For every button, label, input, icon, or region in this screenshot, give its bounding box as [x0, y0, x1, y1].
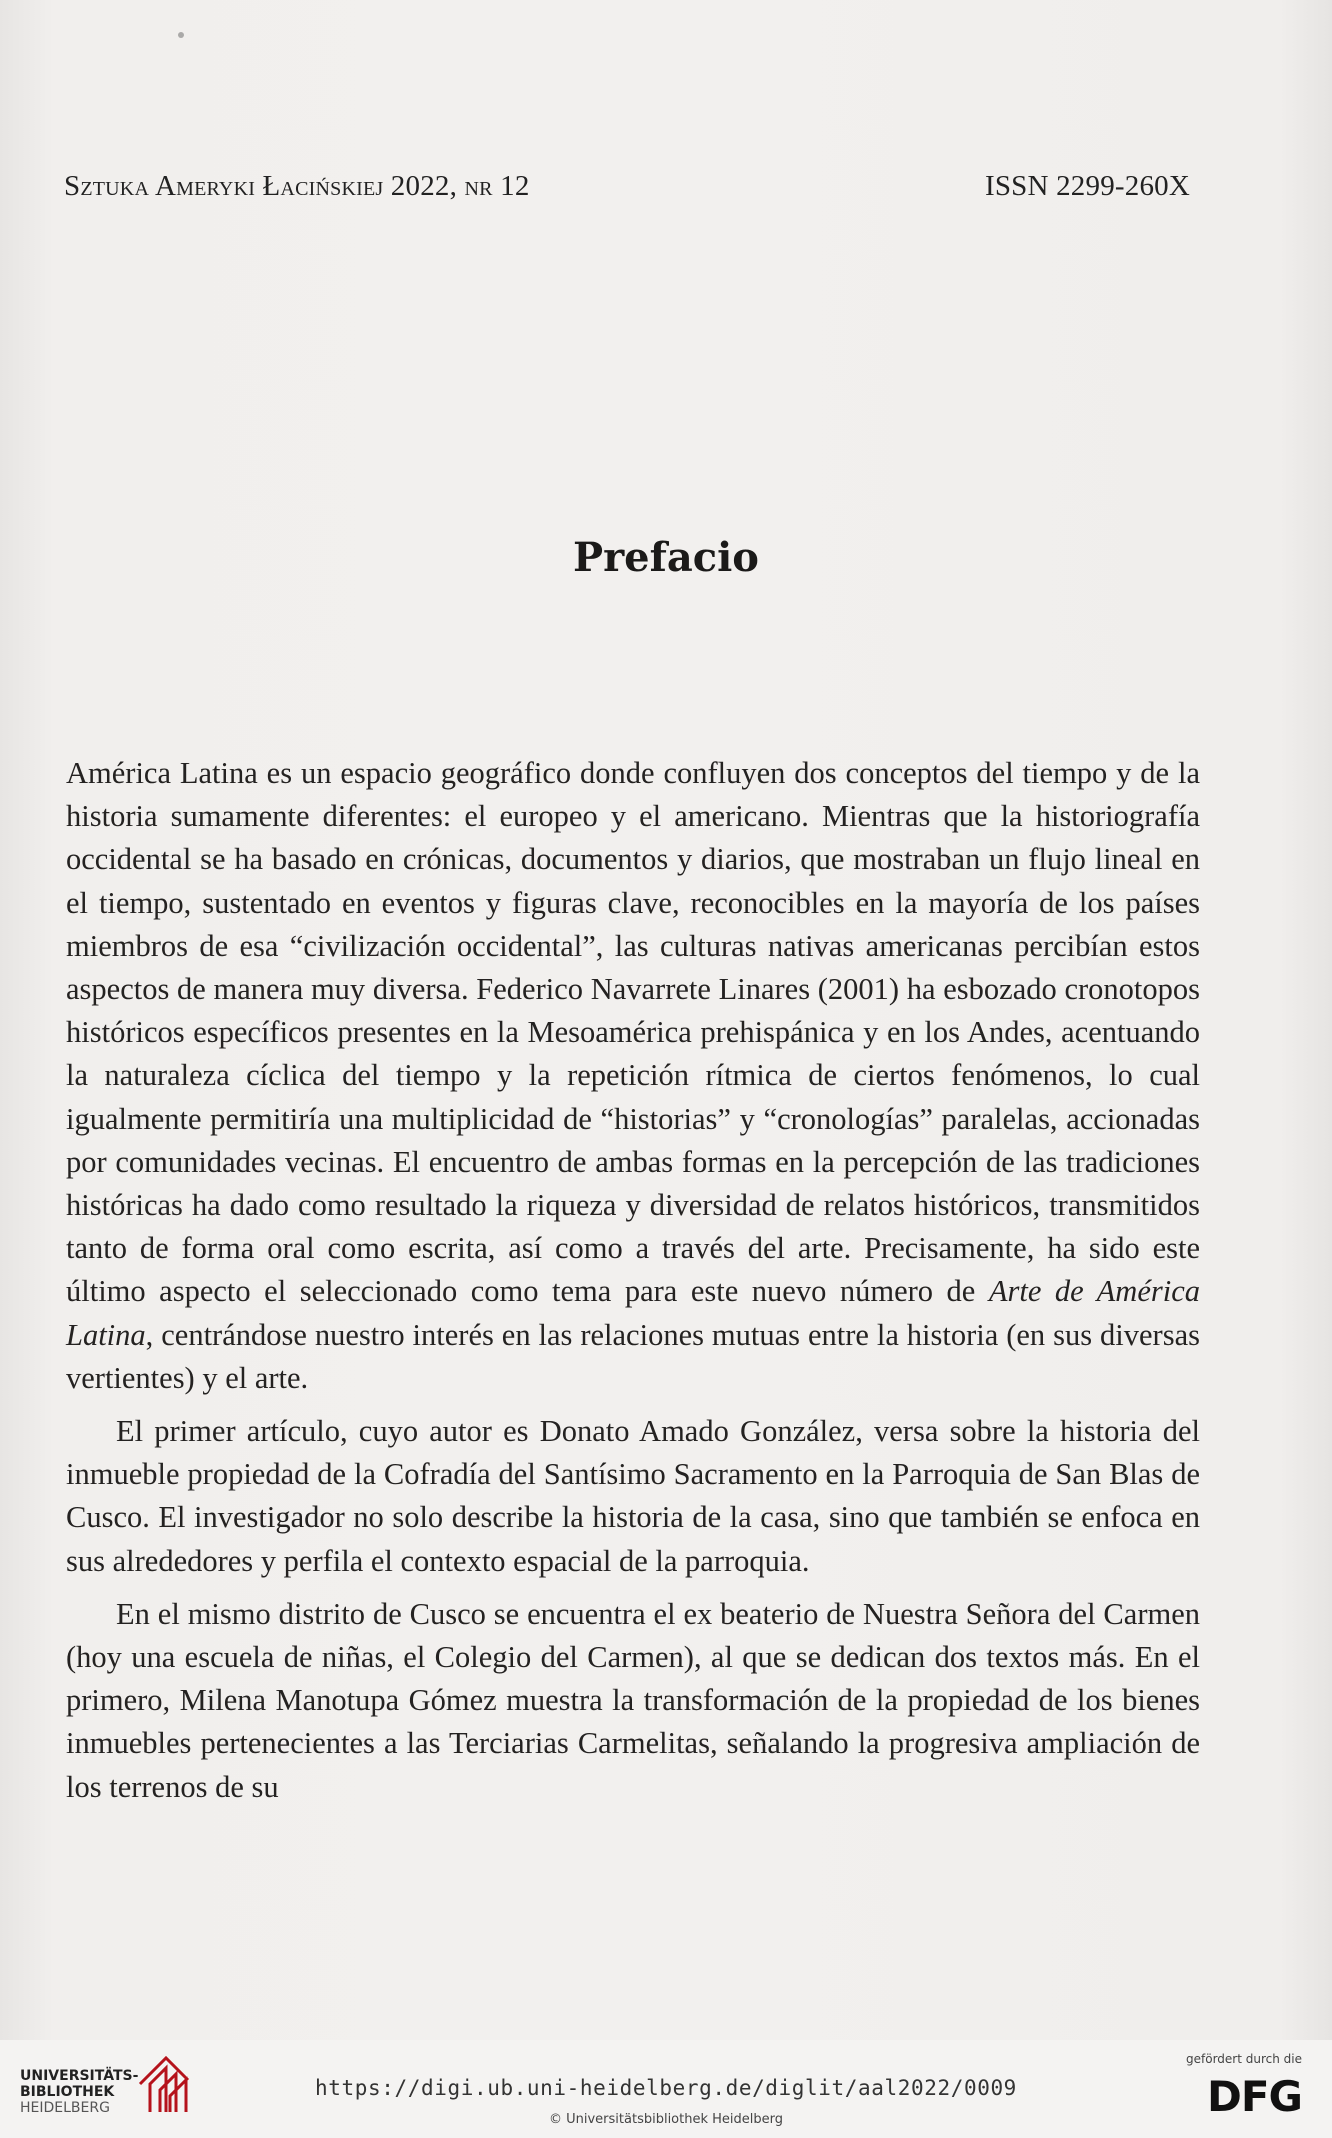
scan-speck [178, 32, 184, 38]
permalink-url[interactable]: https://digi.ub.uni-heidelberg.de/diglit/aal2022/0009 [315, 2076, 1017, 2100]
paragraph-1 [66, 752, 1200, 1400]
copyright-notice: © Universitätsbibliothek Heidelberg [548, 2112, 783, 2127]
paragraph-2: El primer artículo, cuyo autor es Donato Amado González, versa sobre la historia del inmueble propiedad de la Cofradía del Santísimo Sacramento en la Parroquia de San Blas de Cusco. El investigador no solo describe la historia de la casa, sino que también se enfoca en sus alrededores y perfila el contexto espacial de la parroquia. [66, 1414, 1200, 1578]
dfg-logo[interactable]: DFG [1206, 2072, 1302, 2121]
library-name-line-2: BIBLIOTHEK [20, 2084, 115, 2100]
paragraph-1-segment: , centrándose nuestro interés en las relaciones mutuas entre la historia (en sus diversas vertientes) y el arte. [66, 1317, 1200, 1395]
journal-name: Sztuka Ameryki Łacińskiej 2022, nr 12 [64, 170, 530, 202]
issn: ISSN 2299-260X [984, 170, 1190, 202]
paragraph-3: En el mismo distrito de Cusco se encuentra el ex beaterio de Nuestra Señora del Carmen (hoy una escuela de niñas, el Colegio del Carmen), al que se dedican dos textos más. En el primero, Milena Manotupa Gómez muestra la transformación de la propiedad de los bienes inmuebles pertenecientes a las Terciarias Carmelitas, señalando la progresiva ampliación de los terrenos de su [66, 1596, 1200, 1804]
body-text [66, 752, 1200, 1809]
page-title: Prefacio [573, 534, 759, 581]
digitization-footer [0, 2040, 1332, 2138]
funder-note: gefördert durch die [1186, 2052, 1302, 2066]
paragraph-1-segment: América Latina es un espacio geográfico donde confluyen dos conceptos del tiempo y de la historia sumamente diferentes: el europeo y el americano. Mientras que la historiografía occidental se ha basado en crónicas, documentos y diarios, que mostraban un flujo lineal en el tiempo, sustentado en eventos y figuras clave, reconocibles en la mayoría de los países miembros de esa “civilización occidental”, las culturas nativas americanas percibían estos aspectos de manera muy diversa. Federico Navarrete Linares (2001) ha esbozado cronotopos históricos específicos presentes en la Mesoamérica prehispánica y en los Andes, acentuando la naturaleza cíclica del tiempo y la repetición rítmica de ciertos fenómenos, lo cual igualmente permitiría una multiplicidad de “historias” y “cronologías” paralelas, accionadas por comunidades vecinas. El encuentro de ambas formas en la percepción de las tradiciones históricas ha dado como resultado la riqueza y diversidad de relatos históricos, transmitidos tanto de forma oral como escrita, así como a través del arte. Precisamente, ha sido este último aspecto el seleccionado como tema para este nuevo número de [66, 756, 1200, 1309]
library-name-line-1: UNIVERSITÄTS- [20, 2068, 139, 2084]
journal-title-italic: Arte de América Latina [66, 1274, 1200, 1352]
library-name-line-3: HEIDELBERG [20, 2100, 110, 2116]
